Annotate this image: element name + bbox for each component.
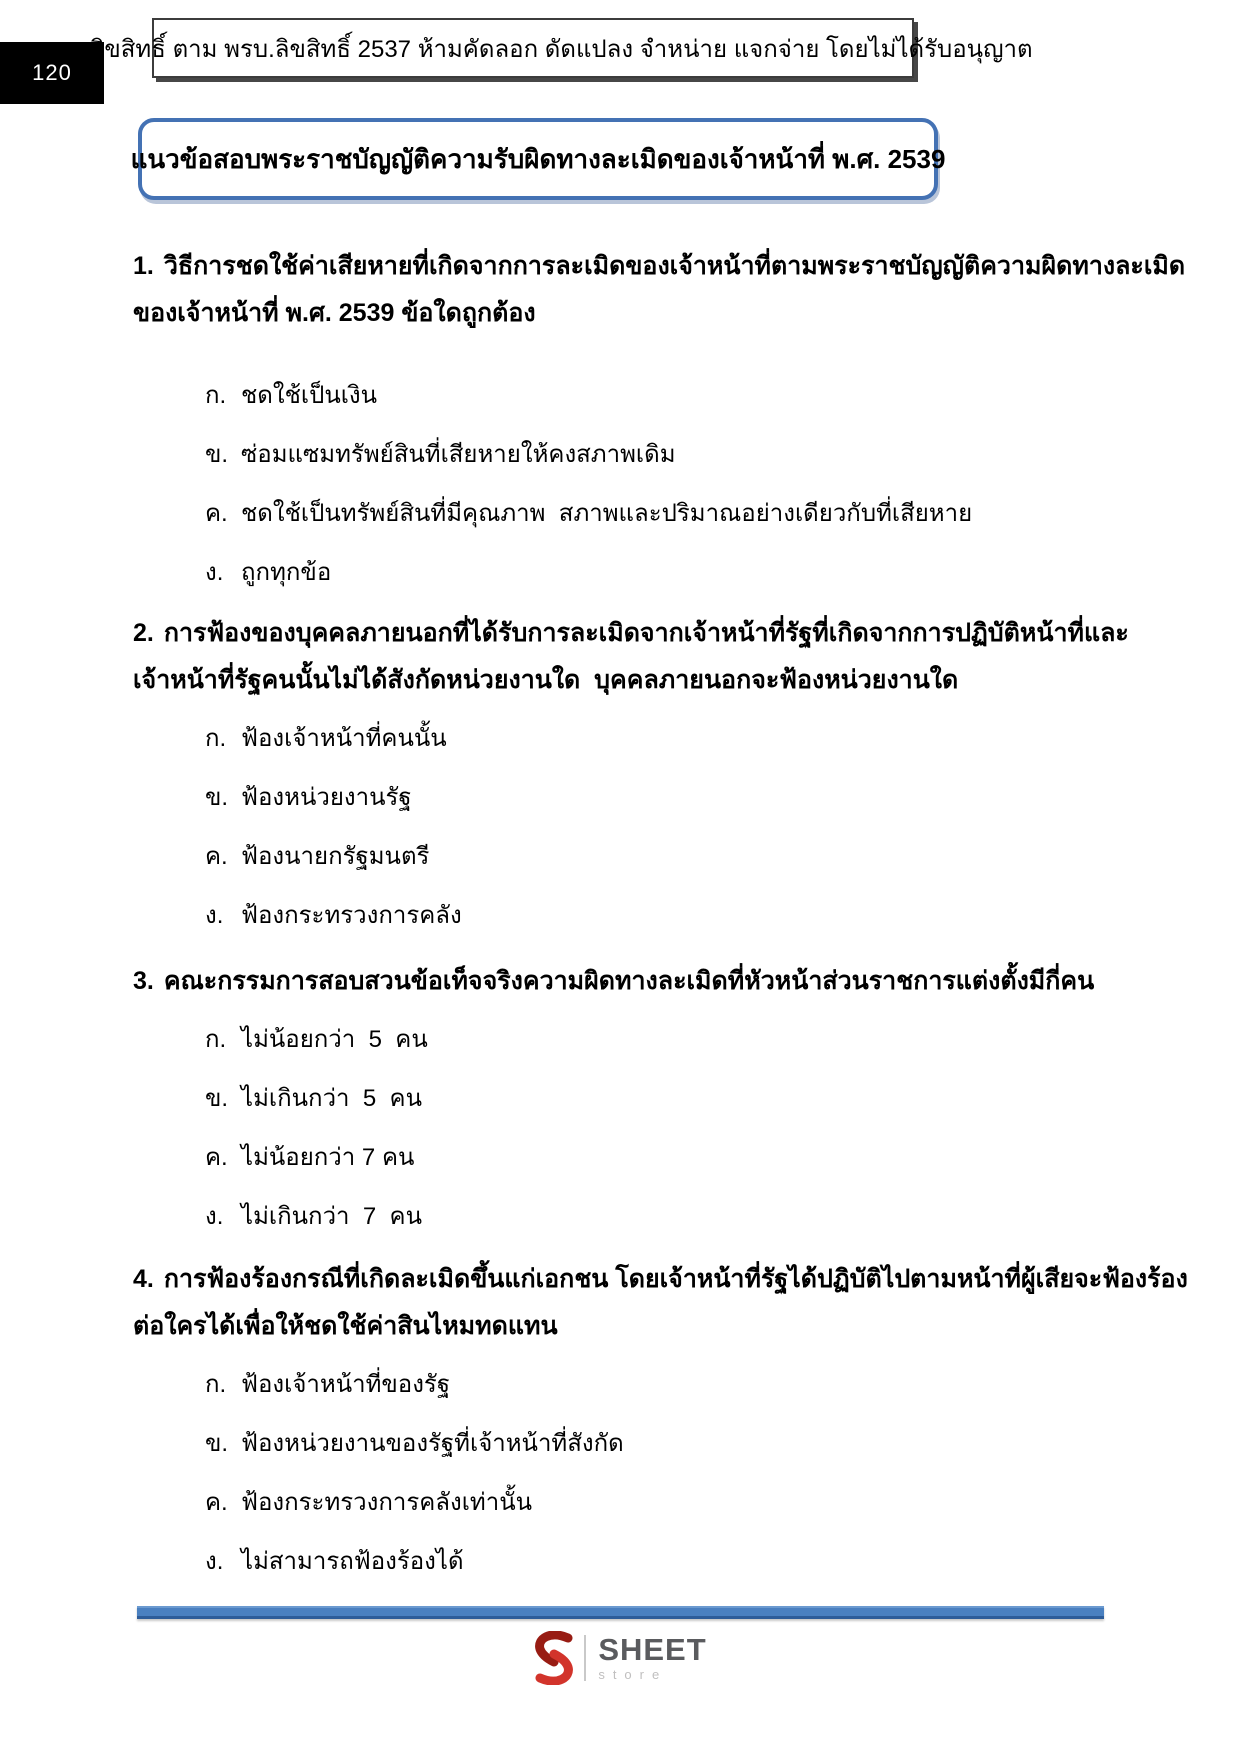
choice-label: ง. <box>205 1548 224 1575</box>
question-1-line-2: ของเจ้าหน้าที่ พ.ศ. 2539 ข้อใดถูกต้อง <box>133 299 536 327</box>
choice-label: ก. <box>205 1026 227 1053</box>
choice-4-a <box>205 1366 1143 1404</box>
choice-text: ไม่เกินกว่า 7 คน <box>241 1203 422 1230</box>
question-2-line-2: เจ้าหน้าที่รัฐคนนั้นไม่ได้สังกัดหน่วยงานใด บุคคลภายนอกจะฟ้องหน่วยงานใด <box>133 666 959 694</box>
choice-2-a <box>205 720 1143 758</box>
question-1-stem <box>133 243 1186 337</box>
exam-title: แนวข้อสอบพระราชบัญญัติความรับผิดทางละเมิดของเจ้าหน้าที่ พ.ศ. 2539 <box>130 143 946 174</box>
choice-label: ง. <box>205 902 224 929</box>
footer-divider-bar <box>137 1606 1104 1619</box>
choice-2-c <box>205 838 1143 876</box>
choice-label: ค. <box>205 500 228 527</box>
choice-4-b <box>205 1425 1143 1463</box>
choice-text: ฟ้องกระทรวงการคลังเท่านั้น <box>241 1489 533 1516</box>
choice-text: ฟ้องเจ้าหน้าที่คนนั้น <box>241 725 447 752</box>
choice-text: ซ่อมแซมทรัพย์สินที่เสียหายให้คงสภาพเดิม <box>241 441 676 468</box>
choice-label: ข. <box>205 1085 229 1112</box>
question-4-number: 4. <box>133 1265 154 1293</box>
choice-text: ไม่น้อยกว่า 7 คน <box>241 1144 415 1171</box>
choice-4-c <box>205 1484 1143 1522</box>
logo-text: SHEET <box>598 1631 707 1667</box>
choice-label: ข. <box>205 1430 229 1457</box>
logo-divider-line <box>584 1635 586 1681</box>
choice-4-d <box>205 1543 1143 1581</box>
question-2-stem <box>133 610 1143 704</box>
choice-label: ง. <box>205 1203 224 1230</box>
logo-subtext: store <box>598 1666 668 1682</box>
choice-text: ฟ้องหน่วยงานของรัฐที่เจ้าหน้าที่สังกัด <box>241 1430 624 1457</box>
choice-text: ไม่น้อยกว่า 5 คน <box>241 1026 428 1053</box>
question-4 <box>133 1256 1188 1581</box>
question-2-number: 2. <box>133 619 154 647</box>
choice-label: ค. <box>205 843 228 870</box>
choice-label: ง. <box>205 559 224 586</box>
choice-text: ชดใช้เป็นทรัพย์สินที่มีคุณภาพ สภาพและปริมาณอย่างเดียวกับที่เสียหาย <box>241 500 973 527</box>
exam-title-box <box>130 118 946 200</box>
question-2-line-1: การฟ้องของบุคคลภายนอกที่ได้รับการละเมิดจากเจ้าหน้าที่รัฐที่เกิดจากการปฏิบัติหน้าที่และ <box>163 619 1129 647</box>
question-2 <box>133 610 1143 935</box>
choice-text: ไม่สามารถฟ้องร้องได้ <box>241 1548 464 1575</box>
question-3-number: 3. <box>133 967 154 995</box>
choice-3-b <box>205 1080 1143 1118</box>
choice-1-b <box>205 436 1143 474</box>
question-1 <box>133 243 1186 592</box>
choice-label: ค. <box>205 1144 228 1171</box>
question-4-stem <box>133 1256 1188 1350</box>
choice-3-c <box>205 1139 1143 1177</box>
choice-label: ข. <box>205 784 229 811</box>
question-3-choices <box>205 1021 1143 1236</box>
question-3 <box>133 958 1143 1236</box>
choice-label: ก. <box>205 382 227 409</box>
question-4-line-2: ต่อใครได้เพื่อให้ชดใช้ค่าสินไหมทดแทน <box>133 1312 558 1340</box>
question-1-choices <box>205 377 1143 592</box>
question-2-choices <box>205 720 1143 935</box>
sheet-store-logo <box>0 1628 1241 1688</box>
choice-3-d <box>205 1198 1143 1236</box>
choice-text: ไม่เกินกว่า 5 คน <box>241 1085 422 1112</box>
choice-label: ก. <box>205 725 227 752</box>
choice-label: ค. <box>205 1489 228 1516</box>
question-1-line-1: วิธีการชดใช้ค่าเสียหายที่เกิดจากการละเมิดของเจ้าหน้าที่ตามพระราชบัญญัติความผิดทางละเมิด <box>163 252 1186 280</box>
choice-text: ฟ้องหน่วยงานรัฐ <box>241 784 412 811</box>
choice-1-a <box>205 377 1143 415</box>
page-number: 120 <box>32 60 72 85</box>
question-4-line-1: การฟ้องร้องกรณีที่เกิดละเมิดขึ้นแก่เอกชน โดยเจ้าหน้าที่รัฐได้ปฏิบัติไปตามหน้าที่ผู้เสียจะฟ้องร้อง <box>163 1265 1188 1293</box>
sheet-store-s-icon <box>534 1631 574 1685</box>
choice-2-b <box>205 779 1143 817</box>
question-3-line-1: คณะกรรมการสอบสวนข้อเท็จจริงความผิดทางละเมิดที่หัวหน้าส่วนราชการแต่งตั้งมีกี่คน <box>163 967 1095 995</box>
copyright-notice-text: สงวนลิขสิทธิ์ ตาม พรบ.ลิขสิทธิ์ 2537 ห้ามคัดลอก ดัดแปลง จำหน่าย แจกจ่าย โดยไม่ได้รับอนุญาต <box>33 35 1033 63</box>
choice-label: ข. <box>205 441 229 468</box>
choice-1-c <box>205 495 1143 533</box>
choice-text: ฟ้องนายกรัฐมนตรี <box>241 843 430 870</box>
choice-text: ชดใช้เป็นเงิน <box>241 382 378 409</box>
question-4-choices <box>205 1366 1143 1581</box>
choice-text: ถูกทุกข้อ <box>241 559 332 586</box>
choice-text: ฟ้องกระทรวงการคลัง <box>241 902 462 929</box>
question-3-stem <box>133 958 1143 1005</box>
choice-label: ก. <box>205 1371 227 1398</box>
question-1-number: 1. <box>133 252 154 280</box>
choice-2-d <box>205 897 1143 935</box>
choice-text: ฟ้องเจ้าหน้าที่ของรัฐ <box>241 1371 451 1398</box>
choice-1-d <box>205 554 1143 592</box>
choice-3-a <box>205 1021 1143 1059</box>
